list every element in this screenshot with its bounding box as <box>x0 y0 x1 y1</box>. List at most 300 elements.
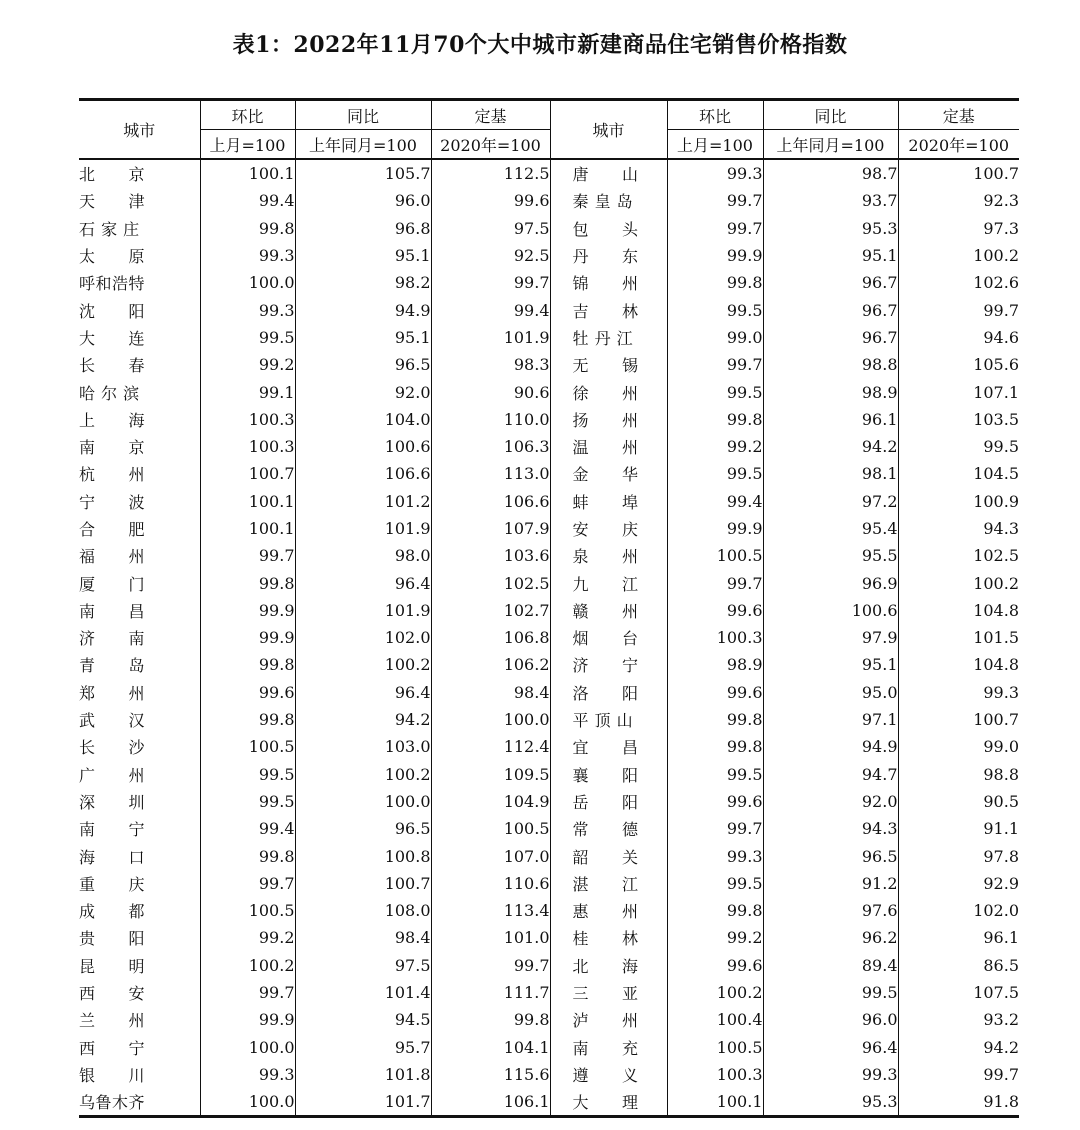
right-mom-cell: 99.7 <box>667 187 763 214</box>
table-row <box>79 378 1019 405</box>
right-yoy-cell: 94.7 <box>763 761 898 788</box>
right-base-cell: 100.7 <box>898 706 1019 733</box>
left-yoy-cell: 95.1 <box>295 324 431 351</box>
left-mom-cell: 99.1 <box>200 378 295 405</box>
table-row <box>79 515 1019 542</box>
right-city-cell: 惠 州 <box>550 897 667 924</box>
right-mom-cell: 99.8 <box>667 406 763 433</box>
right-city-cell: 襄 阳 <box>550 761 667 788</box>
right-yoy-cell: 100.6 <box>763 597 898 624</box>
table-row <box>79 324 1019 351</box>
right-mom-cell: 99.3 <box>667 842 763 869</box>
right-base-cell: 107.1 <box>898 378 1019 405</box>
left-yoy-cell: 95.1 <box>295 242 431 269</box>
left-base-cell: 112.5 <box>431 159 550 187</box>
right-yoy-cell: 97.2 <box>763 488 898 515</box>
right-mom-cell: 99.6 <box>667 788 763 815</box>
left-base-cell: 98.3 <box>431 351 550 378</box>
right-yoy-cell: 96.1 <box>763 406 898 433</box>
right-city-cell: 金 华 <box>550 460 667 487</box>
table-row <box>79 1088 1019 1117</box>
left-yoy-cell: 101.4 <box>295 979 431 1006</box>
table-row <box>79 870 1019 897</box>
left-mom-cell: 99.3 <box>200 242 295 269</box>
left-base-cell: 99.6 <box>431 187 550 214</box>
left-city-cell: 北 京 <box>79 165 146 185</box>
left-base-cell: 99.4 <box>431 296 550 323</box>
right-base-cell: 107.5 <box>898 979 1019 1006</box>
left-city-cell: 太 原 <box>79 247 146 267</box>
right-mom-cell: 99.8 <box>667 706 763 733</box>
right-mom-cell: 100.2 <box>667 979 763 1006</box>
right-city-cell: 锦 州 <box>550 269 667 296</box>
right-base-cell: 102.6 <box>898 269 1019 296</box>
left-city-cell: 合 肥 <box>79 520 146 539</box>
table-row <box>79 215 1019 242</box>
table-row <box>79 569 1019 596</box>
right-city-cell: 包 头 <box>550 215 667 242</box>
right-base-cell: 100.2 <box>898 242 1019 269</box>
left-city-cell: 福 州 <box>79 547 146 567</box>
left-mom-cell: 99.9 <box>200 624 295 651</box>
right-mom-cell: 99.5 <box>667 460 763 487</box>
subheader-base-right: 2020年=100 <box>898 130 1019 160</box>
left-city-cell: 长 春 <box>79 356 146 376</box>
right-base-cell: 94.2 <box>898 1034 1019 1061</box>
right-yoy-cell: 99.5 <box>763 979 898 1006</box>
right-yoy-cell: 96.0 <box>763 1006 898 1033</box>
left-base-cell: 98.4 <box>431 679 550 706</box>
header-base-right: 定基 <box>898 100 1019 130</box>
right-base-cell: 99.3 <box>898 679 1019 706</box>
left-city-cell: 济 南 <box>79 629 146 649</box>
left-yoy-cell: 100.8 <box>295 842 431 869</box>
left-city-cell: 长 沙 <box>79 738 146 758</box>
right-base-cell: 91.1 <box>898 815 1019 842</box>
left-mom-cell: 99.8 <box>200 215 295 242</box>
right-mom-cell: 99.9 <box>667 515 763 542</box>
left-mom-cell: 99.5 <box>200 324 295 351</box>
left-yoy-cell: 96.5 <box>295 815 431 842</box>
table-row <box>79 597 1019 624</box>
table-row <box>79 788 1019 815</box>
right-mom-cell: 99.0 <box>667 324 763 351</box>
left-yoy-cell: 92.0 <box>295 378 431 405</box>
right-base-cell: 98.8 <box>898 761 1019 788</box>
table-row <box>79 1061 1019 1088</box>
left-mom-cell: 99.8 <box>200 706 295 733</box>
table-row <box>79 242 1019 269</box>
left-city-cell: 西 安 <box>79 984 146 1004</box>
left-city-cell: 海 口 <box>79 847 146 867</box>
right-mom-cell: 100.4 <box>667 1006 763 1033</box>
left-base-cell: 103.6 <box>431 542 550 569</box>
header-city-left: 城市 <box>79 100 200 160</box>
right-yoy-cell: 95.1 <box>763 242 898 269</box>
right-base-cell: 90.5 <box>898 788 1019 815</box>
left-base-cell: 113.4 <box>431 897 550 924</box>
table-row <box>79 269 1019 296</box>
left-base-cell: 100.0 <box>431 706 550 733</box>
right-city-cell: 平 顶 山 <box>550 706 667 733</box>
table-row <box>79 1006 1019 1033</box>
left-base-cell: 115.6 <box>431 1061 550 1088</box>
left-city-cell: 哈 尔 滨 <box>79 383 140 403</box>
right-city-cell: 北 海 <box>550 952 667 979</box>
right-city-cell: 扬 州 <box>550 406 667 433</box>
left-yoy-cell: 106.6 <box>295 460 431 487</box>
left-base-cell: 110.6 <box>431 870 550 897</box>
right-yoy-cell: 96.7 <box>763 324 898 351</box>
right-city-cell: 湛 江 <box>550 870 667 897</box>
right-mom-cell: 99.8 <box>667 269 763 296</box>
right-city-cell: 秦 皇 岛 <box>550 187 667 214</box>
left-mom-cell: 99.9 <box>200 597 295 624</box>
left-base-cell: 110.0 <box>431 406 550 433</box>
right-yoy-cell: 96.9 <box>763 569 898 596</box>
right-mom-cell: 99.5 <box>667 870 763 897</box>
right-base-cell: 100.7 <box>898 159 1019 187</box>
right-mom-cell: 100.3 <box>667 1061 763 1088</box>
subheader-yoy-left: 上年同月=100 <box>295 130 431 160</box>
right-base-cell: 94.6 <box>898 324 1019 351</box>
table-row <box>79 924 1019 951</box>
left-base-cell: 101.9 <box>431 324 550 351</box>
right-city-cell: 徐 州 <box>550 378 667 405</box>
left-yoy-cell: 104.0 <box>295 406 431 433</box>
left-yoy-cell: 100.7 <box>295 870 431 897</box>
right-yoy-cell: 97.1 <box>763 706 898 733</box>
left-base-cell: 102.5 <box>431 569 550 596</box>
right-yoy-cell: 91.2 <box>763 870 898 897</box>
left-base-cell: 106.8 <box>431 624 550 651</box>
table-row <box>79 187 1019 214</box>
left-mom-cell: 99.8 <box>200 842 295 869</box>
left-yoy-cell: 98.2 <box>295 269 431 296</box>
left-yoy-cell: 94.2 <box>295 706 431 733</box>
right-base-cell: 101.5 <box>898 624 1019 651</box>
left-yoy-cell: 108.0 <box>295 897 431 924</box>
left-city-cell: 银 川 <box>79 1065 146 1085</box>
table-row <box>79 733 1019 760</box>
table-row <box>79 488 1019 515</box>
left-yoy-cell: 100.6 <box>295 433 431 460</box>
left-city-cell: 郑 州 <box>79 683 146 703</box>
right-base-cell: 94.3 <box>898 515 1019 542</box>
left-city-cell: 南 宁 <box>79 820 146 840</box>
right-base-cell: 102.0 <box>898 897 1019 924</box>
right-yoy-cell: 95.1 <box>763 651 898 678</box>
left-mom-cell: 100.7 <box>200 460 295 487</box>
left-base-cell: 92.5 <box>431 242 550 269</box>
table-row <box>79 651 1019 678</box>
right-mom-cell: 99.7 <box>667 351 763 378</box>
right-city-cell: 蚌 埠 <box>550 488 667 515</box>
table-row <box>79 296 1019 323</box>
left-city-cell: 石 家 庄 <box>79 219 140 239</box>
left-base-cell: 111.7 <box>431 979 550 1006</box>
left-base-cell: 107.0 <box>431 842 550 869</box>
right-mom-cell: 99.9 <box>667 242 763 269</box>
right-city-cell: 桂 林 <box>550 924 667 951</box>
left-base-cell: 104.9 <box>431 788 550 815</box>
right-yoy-cell: 97.6 <box>763 897 898 924</box>
right-mom-cell: 98.9 <box>667 651 763 678</box>
left-yoy-cell: 98.0 <box>295 542 431 569</box>
left-yoy-cell: 101.9 <box>295 515 431 542</box>
right-mom-cell: 99.5 <box>667 761 763 788</box>
left-yoy-cell: 96.8 <box>295 215 431 242</box>
left-yoy-cell: 101.2 <box>295 488 431 515</box>
left-mom-cell: 100.2 <box>200 952 295 979</box>
left-yoy-cell: 101.8 <box>295 1061 431 1088</box>
left-base-cell: 101.0 <box>431 924 550 951</box>
right-mom-cell: 99.7 <box>667 215 763 242</box>
left-base-cell: 106.1 <box>431 1088 550 1117</box>
right-mom-cell: 100.3 <box>667 624 763 651</box>
left-mom-cell: 99.8 <box>200 569 295 596</box>
left-yoy-cell: 96.4 <box>295 569 431 596</box>
right-yoy-cell: 95.4 <box>763 515 898 542</box>
left-mom-cell: 99.7 <box>200 870 295 897</box>
left-base-cell: 90.6 <box>431 378 550 405</box>
left-base-cell: 106.3 <box>431 433 550 460</box>
right-yoy-cell: 95.5 <box>763 542 898 569</box>
left-yoy-cell: 100.0 <box>295 788 431 815</box>
table-row <box>79 897 1019 924</box>
left-mom-cell: 99.5 <box>200 788 295 815</box>
left-mom-cell: 99.7 <box>200 542 295 569</box>
right-yoy-cell: 96.7 <box>763 296 898 323</box>
right-city-cell: 南 充 <box>550 1034 667 1061</box>
table-row <box>79 406 1019 433</box>
left-city-cell: 西 宁 <box>79 1038 146 1058</box>
left-yoy-cell: 96.0 <box>295 187 431 214</box>
right-city-cell: 韶 关 <box>550 842 667 869</box>
right-yoy-cell: 98.8 <box>763 351 898 378</box>
right-yoy-cell: 95.3 <box>763 215 898 242</box>
table-row <box>79 624 1019 651</box>
table-row <box>79 761 1019 788</box>
right-base-cell: 105.6 <box>898 351 1019 378</box>
left-base-cell: 104.1 <box>431 1034 550 1061</box>
table-row <box>79 952 1019 979</box>
right-city-cell: 九 江 <box>550 569 667 596</box>
left-base-cell: 99.7 <box>431 952 550 979</box>
right-mom-cell: 99.6 <box>667 952 763 979</box>
left-base-cell: 112.4 <box>431 733 550 760</box>
left-mom-cell: 100.1 <box>200 488 295 515</box>
table-row <box>79 679 1019 706</box>
right-mom-cell: 99.4 <box>667 488 763 515</box>
left-mom-cell: 99.3 <box>200 296 295 323</box>
right-city-cell: 大 理 <box>550 1088 667 1117</box>
left-mom-cell: 99.8 <box>200 651 295 678</box>
right-city-cell: 济 宁 <box>550 651 667 678</box>
subheader-base-left: 2020年=100 <box>431 130 550 160</box>
left-city-cell: 南 京 <box>79 438 146 458</box>
left-mom-cell: 100.0 <box>200 1088 295 1117</box>
right-base-cell: 91.8 <box>898 1088 1019 1117</box>
left-city-cell: 青 岛 <box>79 656 146 676</box>
left-city-cell: 呼和浩特 <box>79 274 146 294</box>
left-city-cell: 厦 门 <box>79 574 146 594</box>
right-base-cell: 100.9 <box>898 488 1019 515</box>
right-city-cell: 洛 阳 <box>550 679 667 706</box>
left-city-cell: 杭 州 <box>79 465 146 485</box>
right-city-cell: 遵 义 <box>550 1061 667 1088</box>
left-city-cell: 重 庆 <box>79 874 146 894</box>
right-yoy-cell: 96.7 <box>763 269 898 296</box>
left-mom-cell: 100.3 <box>200 433 295 460</box>
right-mom-cell: 99.2 <box>667 924 763 951</box>
left-base-cell: 106.6 <box>431 488 550 515</box>
table-row <box>79 1034 1019 1061</box>
left-mom-cell: 100.1 <box>200 515 295 542</box>
left-base-cell: 109.5 <box>431 761 550 788</box>
left-yoy-cell: 95.7 <box>295 1034 431 1061</box>
table-row <box>79 815 1019 842</box>
left-yoy-cell: 98.4 <box>295 924 431 951</box>
right-mom-cell: 99.3 <box>667 159 763 187</box>
left-yoy-cell: 100.2 <box>295 651 431 678</box>
right-city-cell: 牡 丹 江 <box>550 324 667 351</box>
left-mom-cell: 100.1 <box>200 159 295 187</box>
right-yoy-cell: 93.7 <box>763 187 898 214</box>
left-city-cell: 武 汉 <box>79 711 146 731</box>
right-mom-cell: 99.5 <box>667 296 763 323</box>
left-mom-cell: 100.3 <box>200 406 295 433</box>
right-base-cell: 99.7 <box>898 296 1019 323</box>
left-city-cell: 成 都 <box>79 902 146 922</box>
left-mom-cell: 99.4 <box>200 815 295 842</box>
right-base-cell: 92.9 <box>898 870 1019 897</box>
right-mom-cell: 99.8 <box>667 897 763 924</box>
right-mom-cell: 100.5 <box>667 542 763 569</box>
left-city-cell: 贵 阳 <box>79 929 146 949</box>
right-city-cell: 赣 州 <box>550 597 667 624</box>
table-row <box>79 842 1019 869</box>
left-base-cell: 99.7 <box>431 269 550 296</box>
right-yoy-cell: 98.9 <box>763 378 898 405</box>
right-city-cell: 温 州 <box>550 433 667 460</box>
left-base-cell: 106.2 <box>431 651 550 678</box>
right-base-cell: 102.5 <box>898 542 1019 569</box>
left-base-cell: 107.9 <box>431 515 550 542</box>
table-row <box>79 460 1019 487</box>
right-base-cell: 99.7 <box>898 1061 1019 1088</box>
right-city-cell: 常 德 <box>550 815 667 842</box>
right-city-cell: 吉 林 <box>550 296 667 323</box>
left-city-cell: 天 津 <box>79 192 146 212</box>
right-base-cell: 104.8 <box>898 651 1019 678</box>
left-city-cell: 沈 阳 <box>79 301 146 321</box>
right-city-cell: 安 庆 <box>550 515 667 542</box>
right-mom-cell: 99.5 <box>667 378 763 405</box>
right-base-cell: 99.0 <box>898 733 1019 760</box>
left-yoy-cell: 101.7 <box>295 1088 431 1117</box>
right-yoy-cell: 98.7 <box>763 159 898 187</box>
right-yoy-cell: 99.3 <box>763 1061 898 1088</box>
left-base-cell: 113.0 <box>431 460 550 487</box>
left-yoy-cell: 101.9 <box>295 597 431 624</box>
price-index-table <box>79 98 1019 1118</box>
right-base-cell: 100.2 <box>898 569 1019 596</box>
left-mom-cell: 100.5 <box>200 897 295 924</box>
table-body <box>79 159 1019 1117</box>
right-city-cell: 无 锡 <box>550 351 667 378</box>
header-yoy-left: 同比 <box>295 100 431 130</box>
right-base-cell: 92.3 <box>898 187 1019 214</box>
right-city-cell: 烟 台 <box>550 624 667 651</box>
table-row <box>79 706 1019 733</box>
left-yoy-cell: 96.5 <box>295 351 431 378</box>
right-base-cell: 104.8 <box>898 597 1019 624</box>
left-mom-cell: 99.4 <box>200 187 295 214</box>
left-yoy-cell: 97.5 <box>295 952 431 979</box>
header-mom-right: 环比 <box>667 100 763 130</box>
left-mom-cell: 99.2 <box>200 351 295 378</box>
right-yoy-cell: 96.2 <box>763 924 898 951</box>
left-mom-cell: 99.5 <box>200 761 295 788</box>
right-yoy-cell: 96.5 <box>763 842 898 869</box>
right-city-cell: 泸 州 <box>550 1006 667 1033</box>
left-yoy-cell: 102.0 <box>295 624 431 651</box>
table-row <box>79 542 1019 569</box>
right-mom-cell: 100.5 <box>667 1034 763 1061</box>
table-row <box>79 433 1019 460</box>
right-yoy-cell: 92.0 <box>763 788 898 815</box>
right-city-cell: 丹 东 <box>550 242 667 269</box>
left-yoy-cell: 100.2 <box>295 761 431 788</box>
left-mom-cell: 100.5 <box>200 733 295 760</box>
header-base-left: 定基 <box>431 100 550 130</box>
left-base-cell: 99.8 <box>431 1006 550 1033</box>
right-base-cell: 104.5 <box>898 460 1019 487</box>
right-base-cell: 93.2 <box>898 1006 1019 1033</box>
left-yoy-cell: 105.7 <box>295 159 431 187</box>
left-city-cell: 广 州 <box>79 765 146 785</box>
right-city-cell: 宜 昌 <box>550 733 667 760</box>
left-yoy-cell: 96.4 <box>295 679 431 706</box>
header-yoy-right: 同比 <box>763 100 898 130</box>
right-yoy-cell: 94.2 <box>763 433 898 460</box>
right-base-cell: 97.3 <box>898 215 1019 242</box>
left-mom-cell: 100.0 <box>200 269 295 296</box>
table-header <box>79 100 1019 160</box>
left-base-cell: 97.5 <box>431 215 550 242</box>
table-row <box>79 979 1019 1006</box>
left-mom-cell: 99.3 <box>200 1061 295 1088</box>
right-city-cell: 泉 州 <box>550 542 667 569</box>
table-row <box>79 351 1019 378</box>
left-mom-cell: 99.7 <box>200 979 295 1006</box>
left-city-cell: 上 海 <box>79 410 146 430</box>
left-city-cell: 南 昌 <box>79 601 146 621</box>
left-mom-cell: 99.9 <box>200 1006 295 1033</box>
right-base-cell: 97.8 <box>898 842 1019 869</box>
right-yoy-cell: 95.0 <box>763 679 898 706</box>
left-yoy-cell: 94.5 <box>295 1006 431 1033</box>
right-mom-cell: 99.2 <box>667 433 763 460</box>
right-mom-cell: 100.1 <box>667 1088 763 1117</box>
header-mom-left: 环比 <box>200 100 295 130</box>
right-yoy-cell: 94.9 <box>763 733 898 760</box>
left-base-cell: 100.5 <box>431 815 550 842</box>
left-city-cell: 宁 波 <box>79 492 146 512</box>
table-row <box>79 159 1019 187</box>
left-city-cell: 兰 州 <box>79 1011 146 1031</box>
